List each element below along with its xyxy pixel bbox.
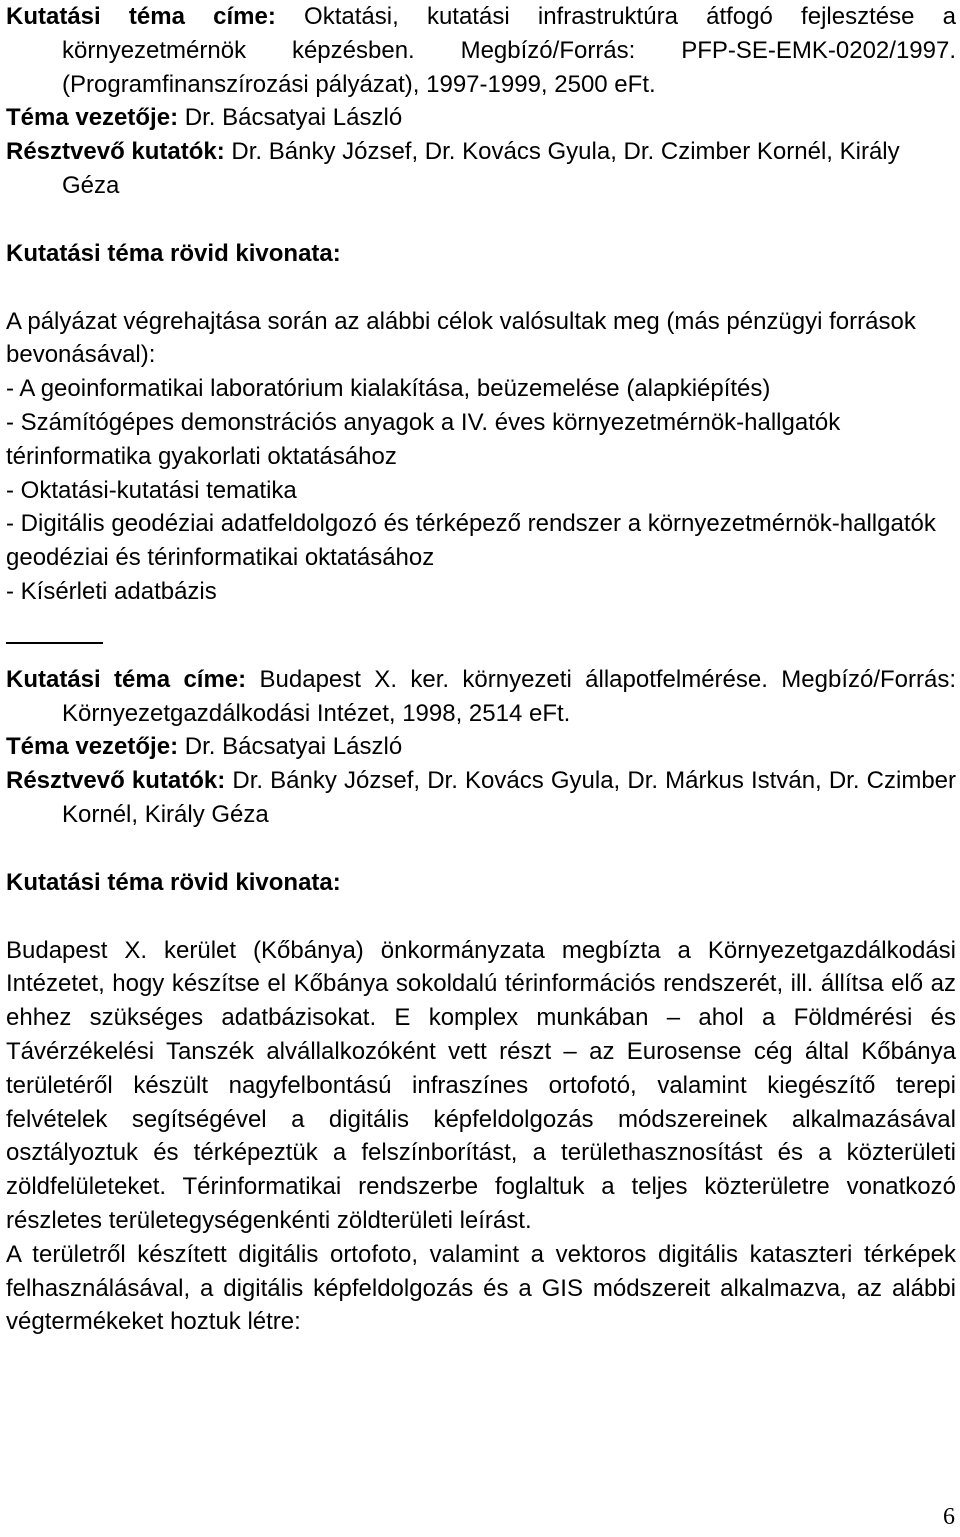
section2-title-text: Budapest X. ker. környezeti állapotfelmérése. Megbízó/Forrás: Környezetgazdálkodási Intézet, 1998, 2514 eFt. — [62, 665, 957, 727]
section2-title-label: Kutatási téma címe: — [6, 665, 247, 693]
section1-list-item: - A geoinformatikai laboratórium kialakítása, beüzemelése (alapkiépítés) — [6, 375, 771, 403]
section1-list-item: - Digitális geodéziai adatfeldolgozó és térképező rendszer a környezetmérnök-hallgatók geodéziai és térinformatikai oktatásához — [6, 510, 936, 572]
section2-leader-label: Téma vezetője: — [6, 733, 179, 761]
section-divider — [6, 642, 103, 644]
section2-participants-label: Résztvevő kutatók: — [6, 767, 226, 795]
section2-abstract-label: Kutatási téma rövid kivonata: — [6, 868, 341, 896]
section1-leader-text: Dr. Bácsatyai László — [178, 104, 403, 132]
page-number: 6 — [943, 1504, 955, 1530]
section2-leader — [6, 730, 956, 764]
section1-leader — [6, 101, 956, 135]
section1-list-item: - Számítógépes demonstrációs anyagok a IV. éves környezetmérnök-hallgatók térinformatika gyakorlati oktatásához — [6, 408, 841, 470]
section1-title — [6, 0, 956, 101]
section1-abstract-intro: A pályázat végrehajtása során az alábbi célok valósultak meg (más pénzügyi források bevonásával): — [6, 307, 916, 369]
section1-list-item: - Kísérleti adatbázis — [6, 577, 217, 605]
section1-title-label: Kutatási téma címe: — [6, 3, 276, 30]
section2-participants-text: Dr. Bánky József, Dr. Kovács Gyula, Dr. Márkus István, Dr. Czimber Kornél, Király Géza — [62, 767, 957, 828]
section1-participants — [6, 135, 956, 203]
section2-leader-text: Dr. Bácsatyai László — [178, 733, 403, 761]
section1-leader-label: Téma vezetője: — [6, 104, 179, 132]
section1-abstract-label: Kutatási téma rövid kivonata: — [6, 239, 341, 267]
section2-participants — [6, 764, 956, 832]
section2-paragraph: Budapest X. kerület (Kőbánya) önkormányzata megbízta a Környezetgazdálkodási Intézetet, hogy készítse el Kőbánya sokoldalú térinformációs rendszerét, ill. állítsa elő az ehhez szükséges adatbázisokat. E komplex munkában – ahol a Földmérési és Távérzékelési Tanszék alvállalkozóként vett részt – az Eurosense cég által Kőbánya területéről készült nagyfelbontású infraszínes ortofotó, valamint kiegészítő terepi felvételek segítségével a digitális képfeldolgozás módszereinek alkalmazásával osztályoztuk és térképeztük a felszínborítást, a területhasznosítást és a közterületi zöldfelületeket. Térinformatikai rendszerbe foglaltuk a teljes közterületre vonatkozó részletes területegységenkénti zöldterületi leírást. — [6, 936, 956, 1234]
section2-paragraph: A területről készített digitális ortofoto, valamint a vektoros digitális kataszteri térképek felhasználásával, a digitális képfeldolgozás és a GIS módszereit alkalmazva, az alábbi végtermékeket hoztuk létre: — [6, 1240, 956, 1336]
section1-title-text: Oktatási, kutatási infrastruktúra átfogó fejlesztése a környezetmérnök képzésben. Megbízó/Forrás: PFP-SE-EMK-0202/1997. (Programfinanszírozási pályázat), 1997-1999, 2500 eFt. — [62, 3, 956, 98]
document-page — [6, 0, 956, 1339]
section1-list-item: - Oktatási-kutatási tematika — [6, 476, 297, 504]
section1-participants-text: Dr. Bánky József, Dr. Kovács Gyula, Dr. Czimber Kornél, Király Géza — [62, 138, 900, 199]
section2-title — [6, 663, 956, 731]
section1-participants-label: Résztvevő kutatók: — [6, 138, 225, 166]
section1-abstract-heading — [6, 237, 956, 271]
section2-abstract-heading — [6, 866, 956, 900]
